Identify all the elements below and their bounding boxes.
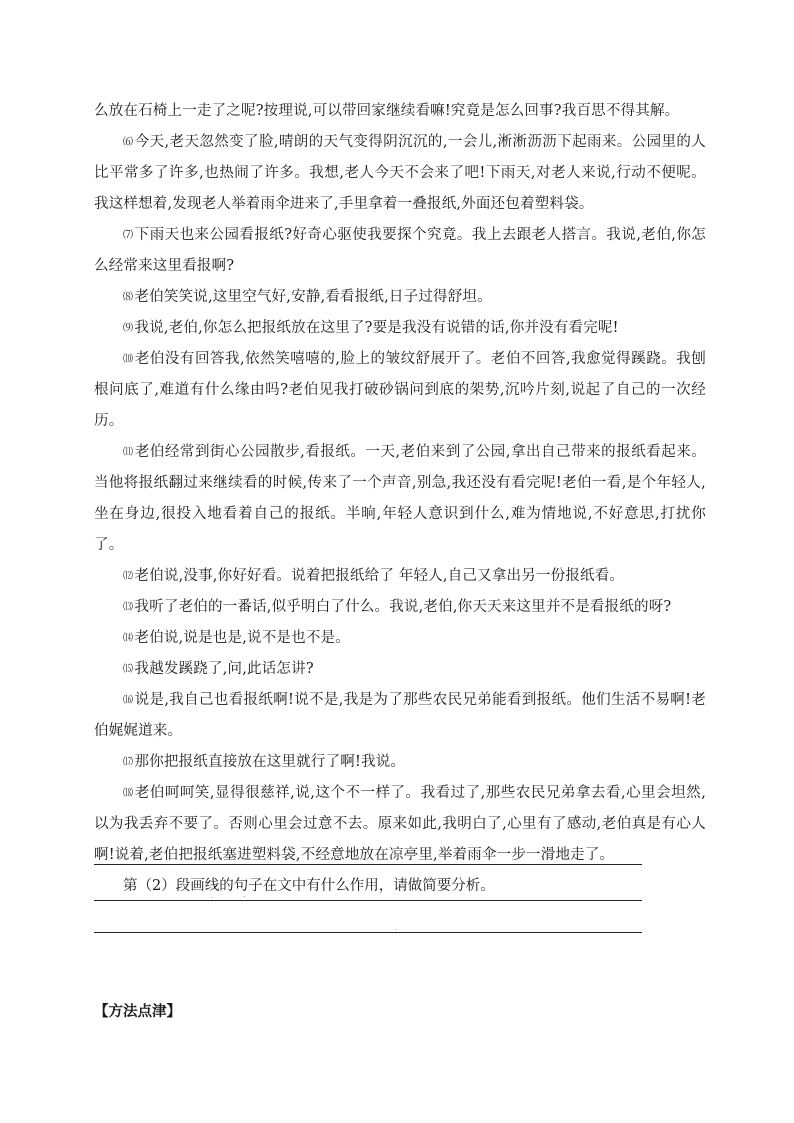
story-paragraph (94, 778, 706, 871)
story-paragraph (94, 654, 706, 685)
paragraph-text: 我越发蹊跷了,问,此话怎讲? (134, 661, 314, 677)
paragraph-number: ⒅ (123, 788, 133, 799)
story-paragraph (94, 313, 706, 344)
paragraph-text: 下雨天也来公园看报纸?好奇心驱使我要探个究竟。我上去跟老人搭言。我说,老伯,你怎么经常来这里看报啊? (94, 227, 706, 274)
paragraph-number: ⑾ (123, 447, 133, 458)
scan-speck (396, 929, 397, 930)
paragraph-number: ⑹ (123, 137, 133, 148)
paragraph-number: ⒀ (123, 602, 133, 613)
paragraph-text: 说是,我自己也看报纸啊!说不是,我是为了那些农民兄弟能看到报纸。他们生活不易啊!老伯娓娓道来。 (94, 692, 707, 739)
story-paragraph (94, 561, 706, 592)
paragraph-text: 老伯没有回答我,依然笑嘻嘻的,脸上的皱纹舒展开了。老伯不回答,我愈觉得蹊跷。我刨根问底了,难道有什么缘由吗?老伯见我打破砂锅问到底的架势,沉吟片刻,说起了自己的一次经历。 (94, 351, 707, 429)
story-paragraph (94, 685, 706, 747)
story-paragraph (94, 344, 706, 437)
paragraph-text: 老伯说,没事,你好好看。说着把报纸给了 年轻人,自己又拿出另一份报纸看。 (134, 568, 625, 584)
paragraph-text: 老伯呵呵笑,显得很慈祥,说,这个不一样了。我看过了,那些农民兄弟拿去看,心里会坦然,以为我丢弃不要了。否则心里会过意不去。原来如此,我明白了,心里有了感动,老伯真是有心人啊!说着,老伯把报纸塞进塑料袋,不经意地放在凉亭里,举着雨伞一步一滑地走了。 (94, 785, 706, 863)
paragraph-number: ⑽ (123, 354, 133, 365)
answer-line-1[interactable] (94, 864, 642, 865)
paragraph-text: 那你把报纸直接放在这里就行了啊!我说。 (134, 754, 406, 770)
section-heading-method: 【方法点津】 (94, 1003, 181, 1020)
story-paragraph (94, 127, 706, 220)
paragraph-text: 我说,老伯,你怎么把报纸放在这里了?要是我没有说错的话,你并没有看完呢! (134, 320, 619, 336)
scan-speck (244, 896, 245, 897)
paragraph-number: ⑻ (123, 292, 133, 303)
paragraph-text: 我听了老伯的一番话,似乎明白了什么。我说,老伯,你天天来这里并不是看报纸的呀? (134, 599, 672, 615)
paragraph-list (94, 127, 706, 871)
paragraph-text: 老伯笑笑说,这里空气好,安静,看看报纸,日子过得舒坦。 (134, 289, 492, 305)
scan-speck (212, 897, 213, 898)
paragraph-text: 今天,老天忽然变了脸,晴朗的天气变得阴沉沉的,一会儿,淅淅沥沥下起雨来。公园里的人比平常多了许多,也热闹了许多。我想,老人今天不会来了吧!下雨天,对老人来说,行动不便呢。我这样想着,发现老人举着雨伞进来了,手里拿着一叠报纸,外面还包着塑料袋。 (94, 134, 707, 212)
paragraph-text: 老伯说,说是也是,说不是也不是。 (134, 630, 350, 646)
story-paragraph (94, 747, 706, 778)
answer-line-3[interactable] (94, 932, 642, 933)
paragraph-number: ⒄ (123, 757, 133, 768)
paragraph-number: ⒃ (123, 695, 133, 706)
question-prompt: 第（2）段画线的句子在文中有什么作用，请做简要分析。 (123, 878, 495, 894)
paragraph-number: ⒁ (123, 633, 133, 644)
paragraph-number: ⑼ (123, 323, 133, 334)
story-paragraph (94, 220, 706, 282)
story-paragraph (94, 282, 706, 313)
article-body (94, 96, 706, 917)
paragraph-number: ⑺ (123, 230, 133, 241)
paragraph-number: ⒂ (123, 664, 133, 675)
story-paragraph (94, 623, 706, 654)
paragraph-number: ⑿ (123, 571, 133, 582)
story-paragraph (94, 437, 706, 561)
answer-line-2[interactable] (94, 900, 642, 901)
story-paragraph (94, 592, 706, 623)
paragraph-text: 老伯经常到街心公园散步,看报纸。一天,老伯来到了公园,拿出自己带来的报纸看起来。当他将报纸翻过来继续看的时候,传来了一个声音,别急,我还没有看完呢!老伯一看,是个年轻人,坐在身边,很投入地看着自己的报纸。半晌,年轻人意识到什么,难为情地说,不好意思,打扰你了。 (94, 444, 707, 553)
intro-line: 么放在石椅上一走了之呢?按理说,可以带回家继续看嘛!究竟是怎么回事?我百思不得其解。 (94, 103, 680, 119)
